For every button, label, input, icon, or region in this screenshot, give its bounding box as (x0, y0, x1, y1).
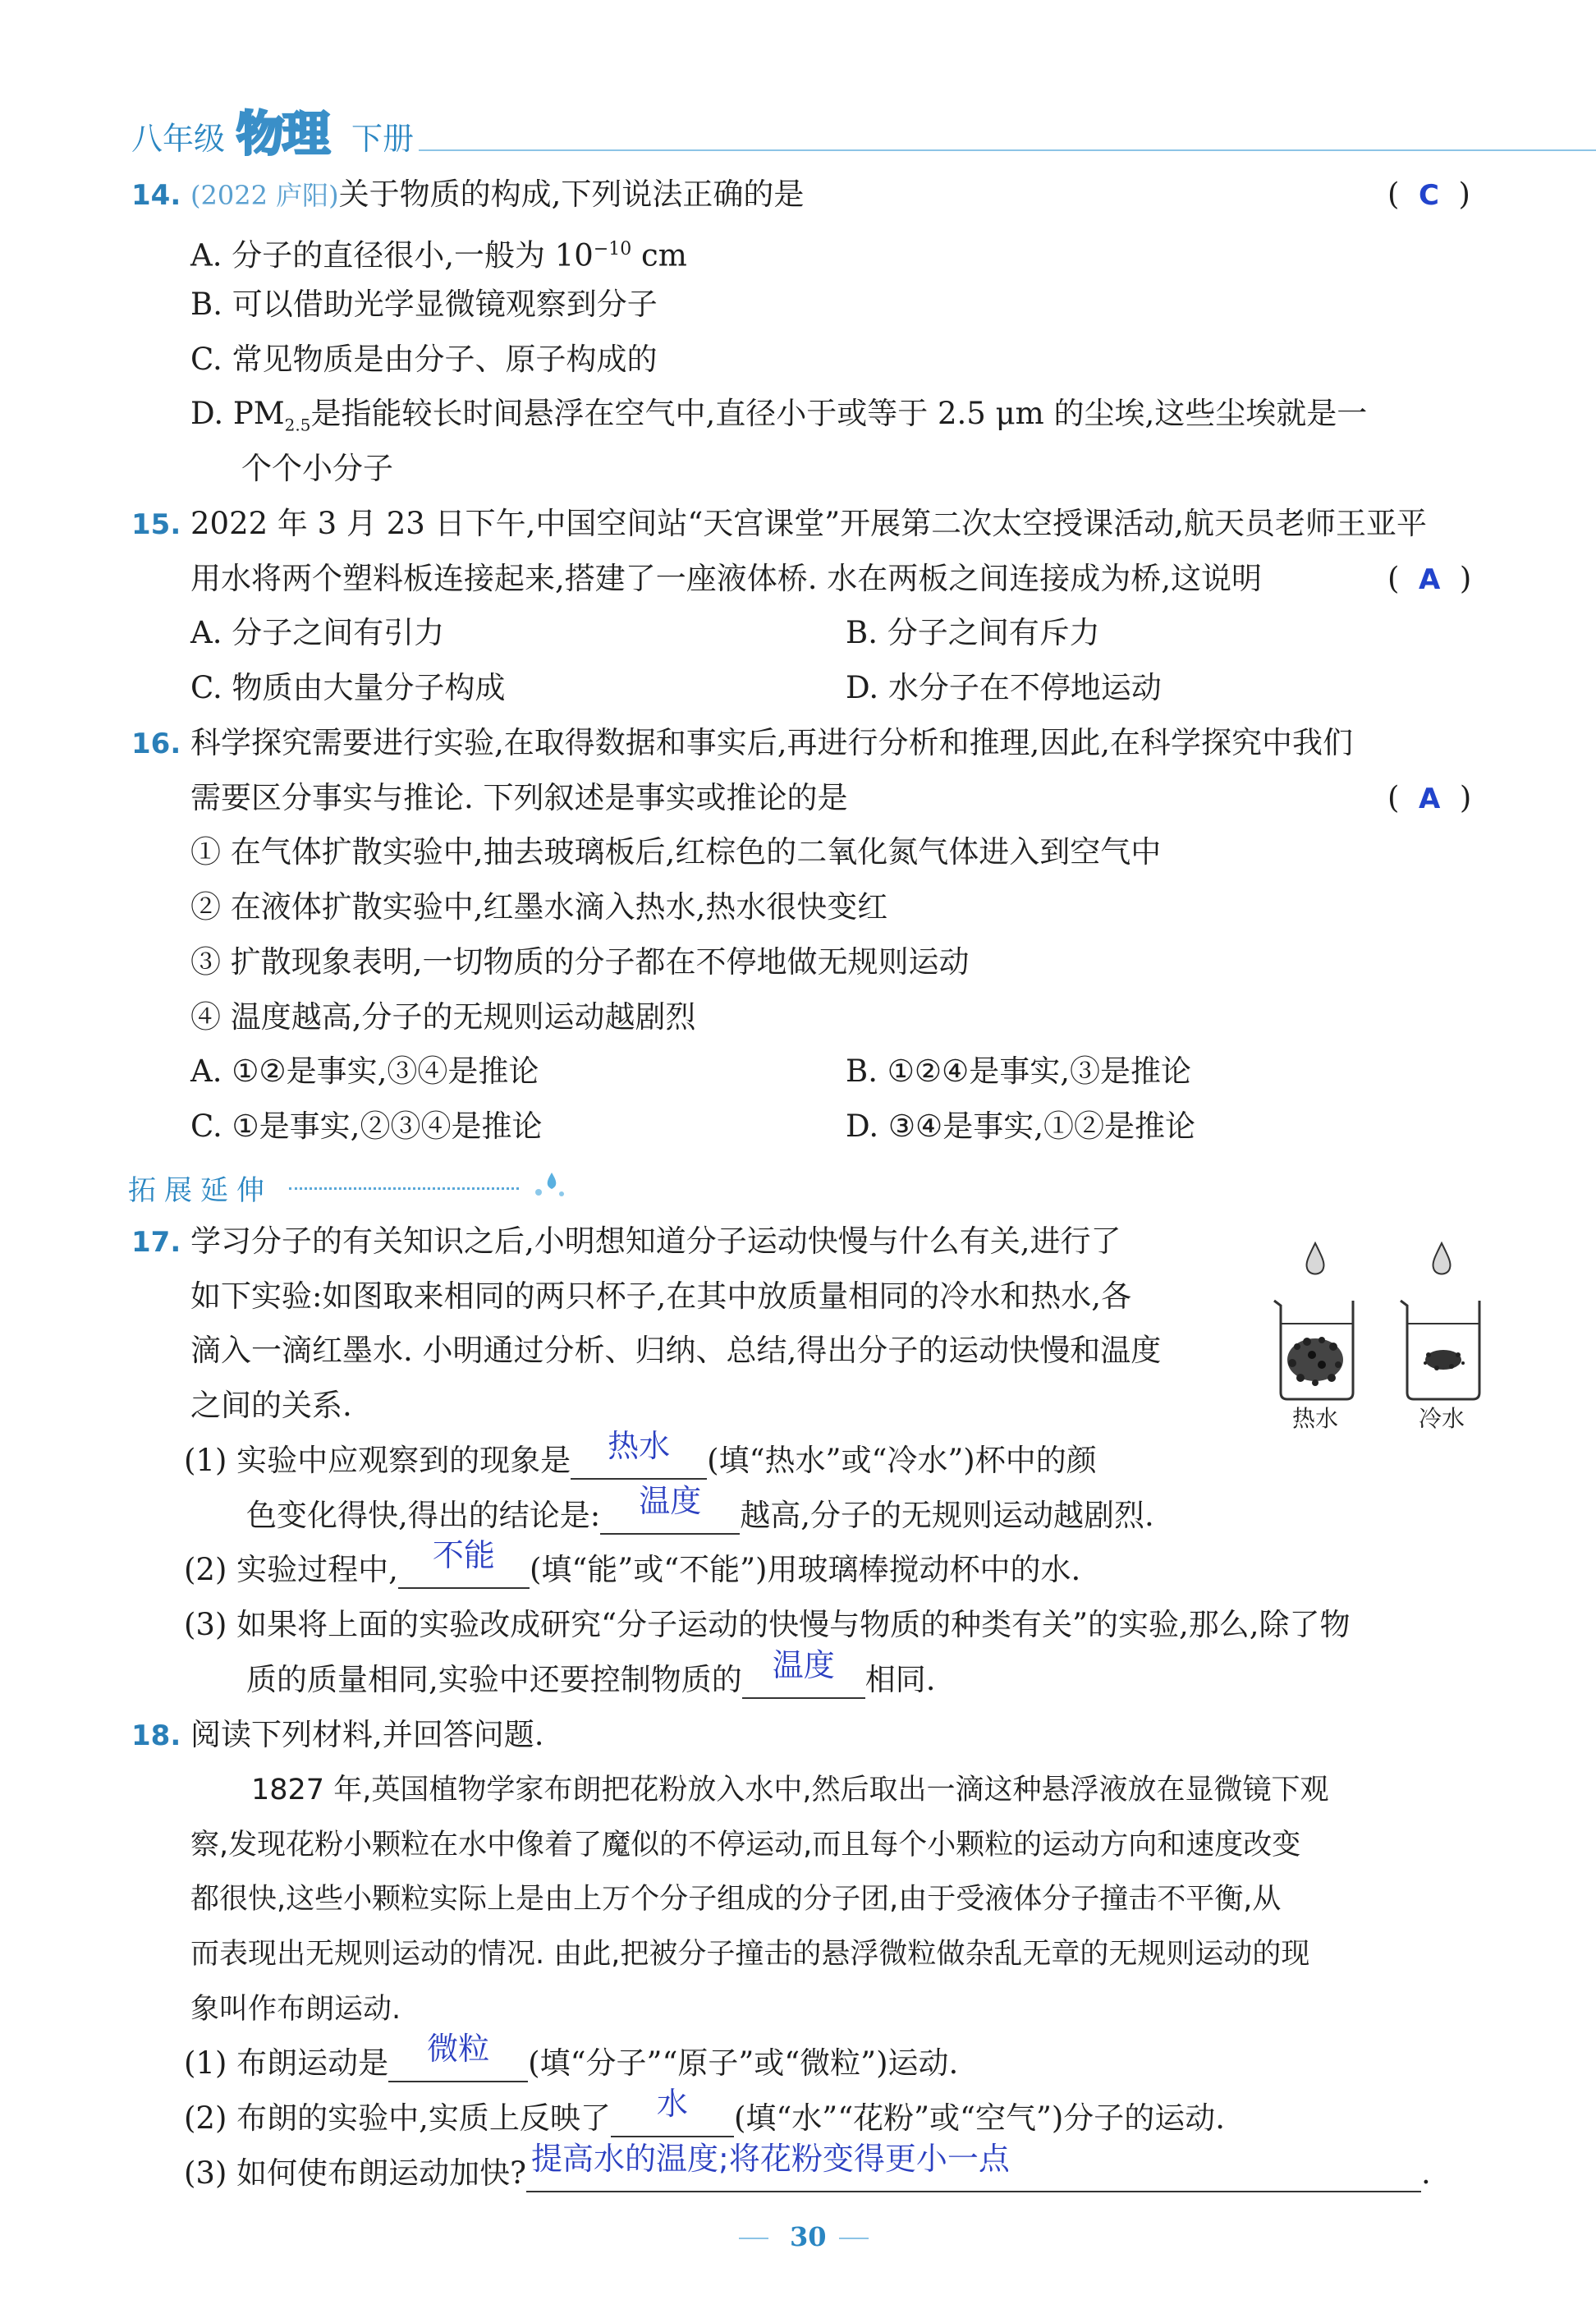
option-d: D. ③④是事实,①②是推论 (846, 1109, 1195, 1144)
statement-2: ② 在液体扩散实验中,红墨水滴入热水,热水很快变红 (190, 889, 888, 925)
option-d (190, 395, 1367, 443)
part-text: (1) 实验中应观察到的现象是 (184, 1443, 571, 1478)
subscript: 2.5 (284, 415, 311, 435)
part-text-cont: 相同. (864, 1662, 936, 1697)
part-text-cont: 越高,分子的无规则运动越剧烈. (740, 1498, 1154, 1533)
unit: cm (631, 237, 687, 273)
part-text: 质的质量相同,实验中还要控制物质的 (246, 1662, 742, 1697)
question-text: 关于物质的构成,下列说法正确的是 (338, 177, 805, 212)
handwritten-answer: 温度 (772, 1647, 835, 1683)
option-text: D. PM (190, 396, 285, 431)
passage-line-1: 1827 年,英国植物学家布朗把花粉放入水中,然后取出一滴这种悬浮液放在显微镜下观 (251, 1774, 1329, 1806)
passage-line-5: 象叫作布朗运动. (190, 1993, 401, 2026)
option-a: A. ①②是事实,③④是推论 (190, 1054, 539, 1089)
passage-line-4: 而表现出无规则运动的情况. 由此,把被分子撞击的悬浮微粒做杂乱无章的无规则运动的现 (190, 1938, 1310, 1971)
ink-drop-cold (1433, 1243, 1450, 1274)
beaker-cold-label: 冷水 (1419, 1405, 1465, 1432)
question-number: 18. (131, 1719, 181, 1752)
answer-blank (388, 2031, 528, 2082)
section-title: 拓展延伸 (128, 1174, 273, 1207)
answer-bracket: ( A ) (1387, 561, 1472, 596)
diffused-ink-hot (1287, 1337, 1343, 1386)
option-a (190, 231, 687, 274)
statement-3: ③ 扩散现象表明,一切物质的分子都在不停地做无规则运动 (190, 944, 970, 980)
question-15-stem (131, 505, 1427, 544)
question-17-line2: 如下实验:如图取来相同的两只杯子,在其中放质量相同的冷水和热水,各 (190, 1278, 1131, 1314)
handwritten-answer: 水 (656, 2086, 688, 2122)
part-text-cont: (填“水”“花粉”或“空气”)分子的运动. (733, 2100, 1226, 2136)
answer-bracket: ( A ) (1387, 780, 1472, 815)
option-b: B. 分子之间有斥力 (846, 615, 1100, 650)
section-dotted-rule (289, 1187, 519, 1190)
question-17-part2 (184, 1537, 1081, 1589)
part-text: (2) 布朗的实验中,实质上反映了 (184, 2100, 611, 2136)
part-text: (2) 实验过程中, (184, 1552, 398, 1587)
handwritten-answer: 提高水的温度;将花粉变得更小一点 (531, 2141, 1010, 2177)
passage-line-3: 都很快,这些小颗粒实际上是由上万个分子组成的分子团,由于受液体分子撞击不平衡,从 (190, 1883, 1282, 1916)
grade-label: 八年级 (131, 121, 226, 157)
question-number: 16. (131, 728, 181, 760)
answer-bracket: ( C ) (1387, 177, 1470, 212)
question-18-part1 (184, 2031, 959, 2082)
question-16-stem (131, 724, 1353, 763)
question-17-part1 (184, 1428, 1097, 1480)
option-d: D. 水分子在不停地运动 (846, 670, 1162, 705)
question-18-part2 (184, 2086, 1226, 2137)
handwritten-answer: 热水 (608, 1428, 671, 1464)
handwritten-answer: 温度 (639, 1483, 702, 1519)
droplet-icon (527, 1169, 566, 1202)
answer-blank (526, 2141, 1421, 2192)
question-17-line1 (131, 1223, 1121, 1261)
question-number: 17. (131, 1226, 181, 1259)
question-14-stem (131, 176, 804, 214)
answer-blank (600, 1483, 740, 1535)
part-text-cont: (填“能”或“不能”)用玻璃棒搅动杯中的水. (529, 1552, 1081, 1587)
ink-cloud-cold (1424, 1350, 1465, 1370)
option-c: C. 物质由大量分子构成 (190, 670, 506, 705)
part-text: 色变化得快,得出的结论是: (246, 1498, 601, 1533)
answer-blank (398, 1537, 530, 1589)
question-17-part1-cont (246, 1483, 1154, 1535)
footer-dash-left (739, 2238, 768, 2239)
page-number: 30 (790, 2221, 827, 2252)
ink-drop-hot (1306, 1243, 1323, 1274)
subject-title: 物理 (236, 106, 329, 162)
passage-line-2: 察,发现花粉小颗粒在水中像着了魔似的不停运动,而且每个小颗粒的运动方向和速度改变 (190, 1829, 1301, 1861)
exponent: −10 (593, 239, 632, 259)
question-16-line2: 需要区分事实与推论. 下列叙述是事实或推论的是 (190, 780, 848, 815)
question-15-line2: 用水将两个塑料板连接起来,搭建了一座液体桥. 水在两板之间连接成为桥,这说明 (190, 561, 1263, 596)
footer-dash-right (839, 2238, 869, 2239)
section-header (128, 1164, 456, 1207)
question-17-part3-cont (246, 1647, 936, 1699)
part-text-cont: (填“分子”“原子”或“微粒”)运动. (528, 2045, 959, 2081)
part-text-end: . (1421, 2155, 1431, 2191)
page-footer (722, 2221, 887, 2254)
answer-blank (611, 2086, 734, 2137)
option-text-cont: 是指能较长时间悬浮在空气中,直径小于或等于 2.5 μm 的尘埃,这些尘埃就是一 (310, 396, 1368, 431)
question-18-stem (131, 1716, 544, 1755)
statement-4: ④ 温度越高,分子的无规则运动越剧烈 (190, 999, 696, 1035)
option-c: C. ①是事实,②③④是推论 (190, 1109, 543, 1144)
question-text: 学习分子的有关知识之后,小明想知道分子运动快慢与什么有关,进行了 (190, 1223, 1121, 1259)
question-17-part3: (3) 如果将上面的实验改成研究“分子运动的快慢与物质的种类有关”的实验,那么,除了物 (184, 1607, 1351, 1642)
answer-blank (571, 1428, 707, 1480)
part-text-cont: (填“热水”或“冷水”)杯中的颜 (707, 1443, 1097, 1478)
header-rule (419, 149, 1596, 151)
part-text: (3) 如何使布朗运动加快? (184, 2155, 527, 2191)
answer-blank (742, 1647, 865, 1699)
answer-choice: C (1418, 179, 1439, 212)
option-c: C. 常见物质是由分子、原子构成的 (190, 342, 658, 377)
option-text: A. 分子的直径很小,一般为 10 (190, 237, 594, 273)
question-source: (2022 庐阳) (190, 180, 339, 211)
volume-label: 下册 (351, 121, 415, 157)
part-text: (1) 布朗运动是 (184, 2045, 389, 2081)
page-header (131, 105, 1494, 163)
handwritten-answer: 微粒 (427, 2031, 490, 2067)
handwritten-answer: 不能 (432, 1537, 495, 1573)
question-text: 2022 年 3 月 23 日下午,中国空间站“天宫课堂”开展第二次太空授课活动,航天员老师王亚平 (190, 506, 1427, 541)
statement-1: ① 在气体扩散实验中,抽去玻璃板后,红棕色的二氧化氮气体进入到空气中 (190, 834, 1162, 870)
question-text: 科学探究需要进行实验,在取得数据和事实后,再进行分析和推理,因此,在科学探究中我们 (190, 725, 1354, 760)
question-17-line3: 滴入一滴红墨水. 小明通过分析、归纳、总结,得出分子的运动快慢和温度 (190, 1333, 1162, 1368)
beaker-cold (1401, 1301, 1479, 1399)
answer-choice: A (1418, 783, 1441, 815)
answer-choice: A (1418, 563, 1441, 596)
question-17-line4: 之间的关系. (190, 1388, 352, 1423)
question-18-part3 (184, 2141, 1431, 2192)
option-b: B. 可以借助光学显微镜观察到分子 (190, 287, 658, 322)
option-b: B. ①②④是事实,③是推论 (846, 1054, 1191, 1089)
question-number: 15. (131, 508, 181, 541)
beaker-hot-label: 热水 (1292, 1405, 1339, 1432)
option-d-continued: 个个小分子 (241, 451, 393, 486)
question-text: 阅读下列材料,并回答问题. (190, 1717, 544, 1752)
question-number: 14. (131, 179, 181, 212)
option-a: A. 分子之间有引力 (190, 615, 445, 650)
